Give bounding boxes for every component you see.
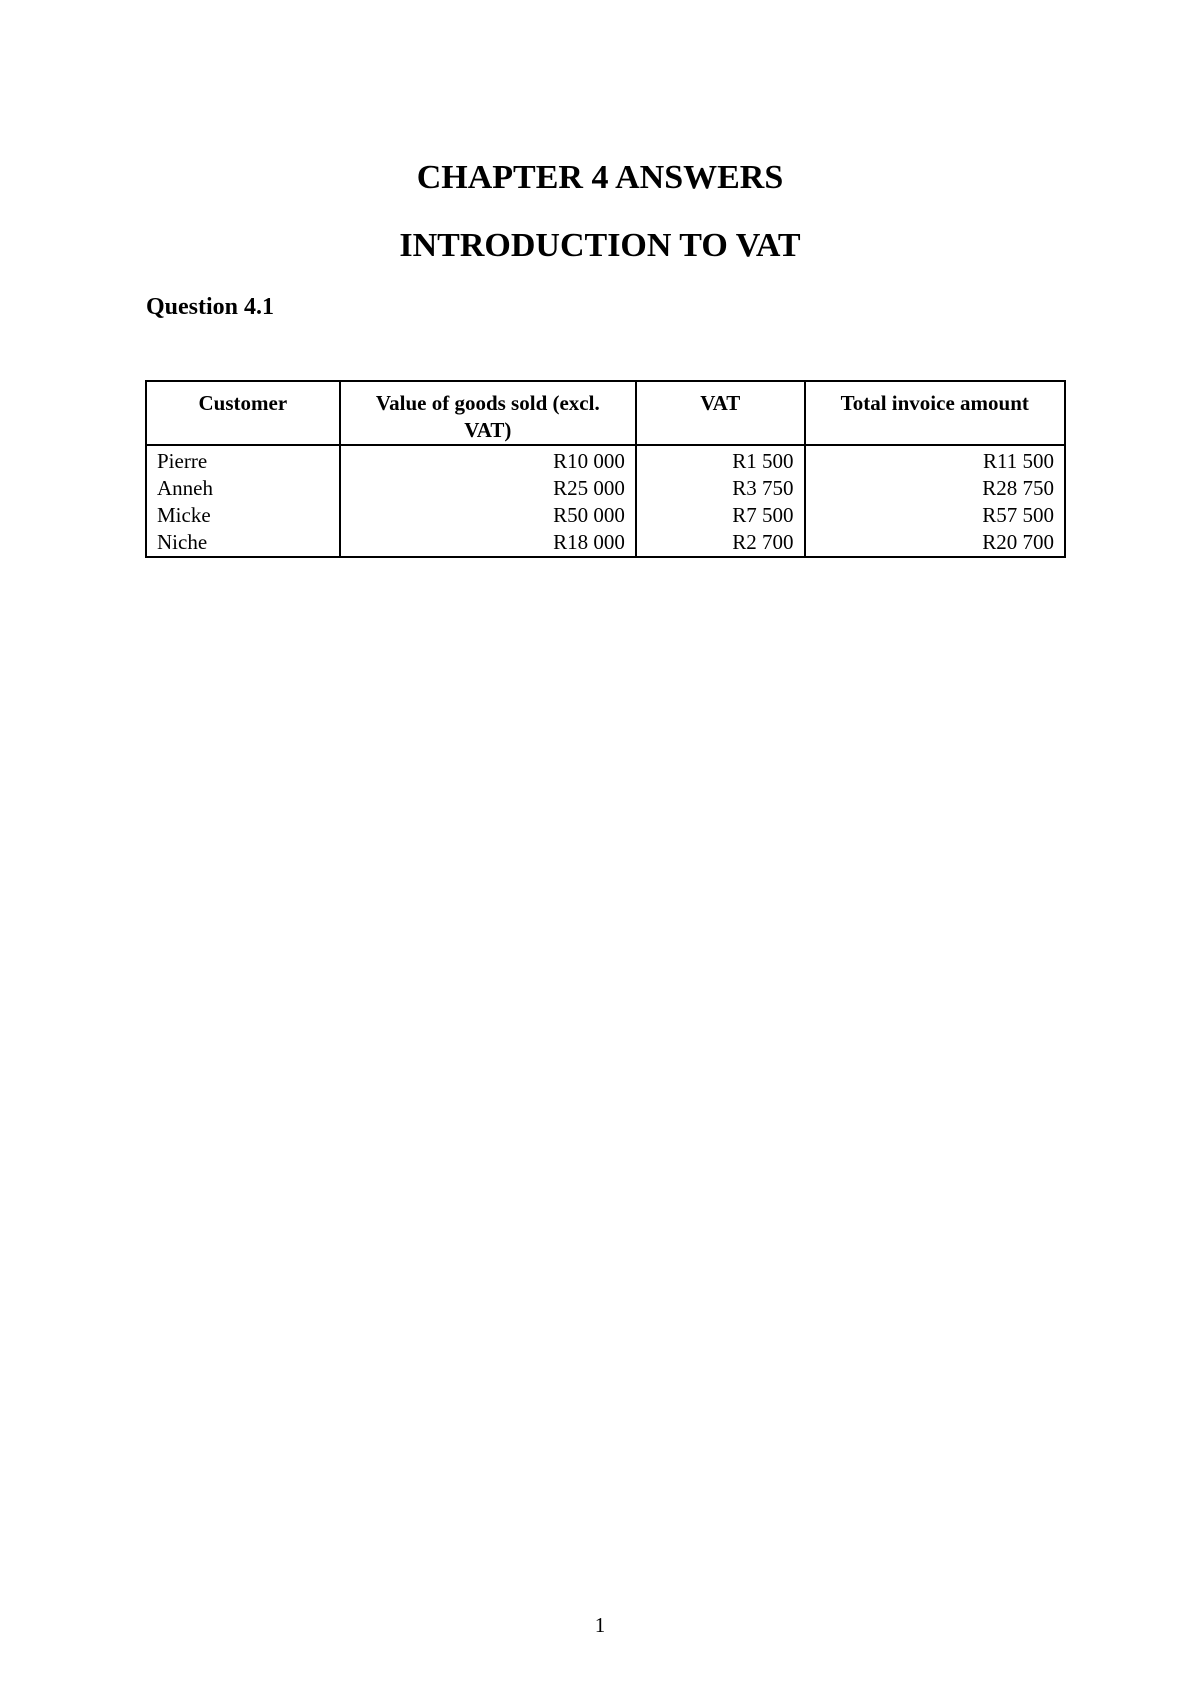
cell-total: R57 500: [805, 502, 1065, 529]
cell-vat: R2 700: [636, 529, 805, 557]
table-row: [146, 445, 1065, 475]
vat-invoice-table: [145, 380, 1066, 558]
cell-vat: R3 750: [636, 475, 805, 502]
cell-customer: Micke: [146, 502, 340, 529]
cell-total: R20 700: [805, 529, 1065, 557]
header-vat: VAT: [636, 381, 805, 445]
cell-value: R25 000: [340, 475, 636, 502]
cell-value: R10 000: [340, 445, 636, 475]
cell-customer: Pierre: [146, 445, 340, 475]
cell-value: R50 000: [340, 502, 636, 529]
question-label: Question 4.1: [146, 294, 275, 320]
cell-total: R11 500: [805, 445, 1065, 475]
cell-total: R28 750: [805, 475, 1065, 502]
header-value-excl-vat: Value of goods sold (excl. VAT): [340, 381, 636, 445]
table-row: [146, 529, 1065, 557]
chapter-title: CHAPTER 4 ANSWERS: [416, 159, 784, 196]
cell-value: R18 000: [340, 529, 636, 557]
header-total-invoice: Total invoice amount: [805, 381, 1065, 445]
cell-customer: Anneh: [146, 475, 340, 502]
table-body: [146, 445, 1065, 557]
header-customer: Customer: [146, 381, 340, 445]
table-header: [146, 381, 1065, 445]
table-header-row: [146, 381, 1065, 445]
cell-vat: R7 500: [636, 502, 805, 529]
page-number: 1: [594, 1613, 606, 1637]
cell-customer: Niche: [146, 529, 340, 557]
cell-vat: R1 500: [636, 445, 805, 475]
table-row: [146, 475, 1065, 502]
table-row: [146, 502, 1065, 529]
section-title: INTRODUCTION TO VAT: [399, 227, 801, 264]
